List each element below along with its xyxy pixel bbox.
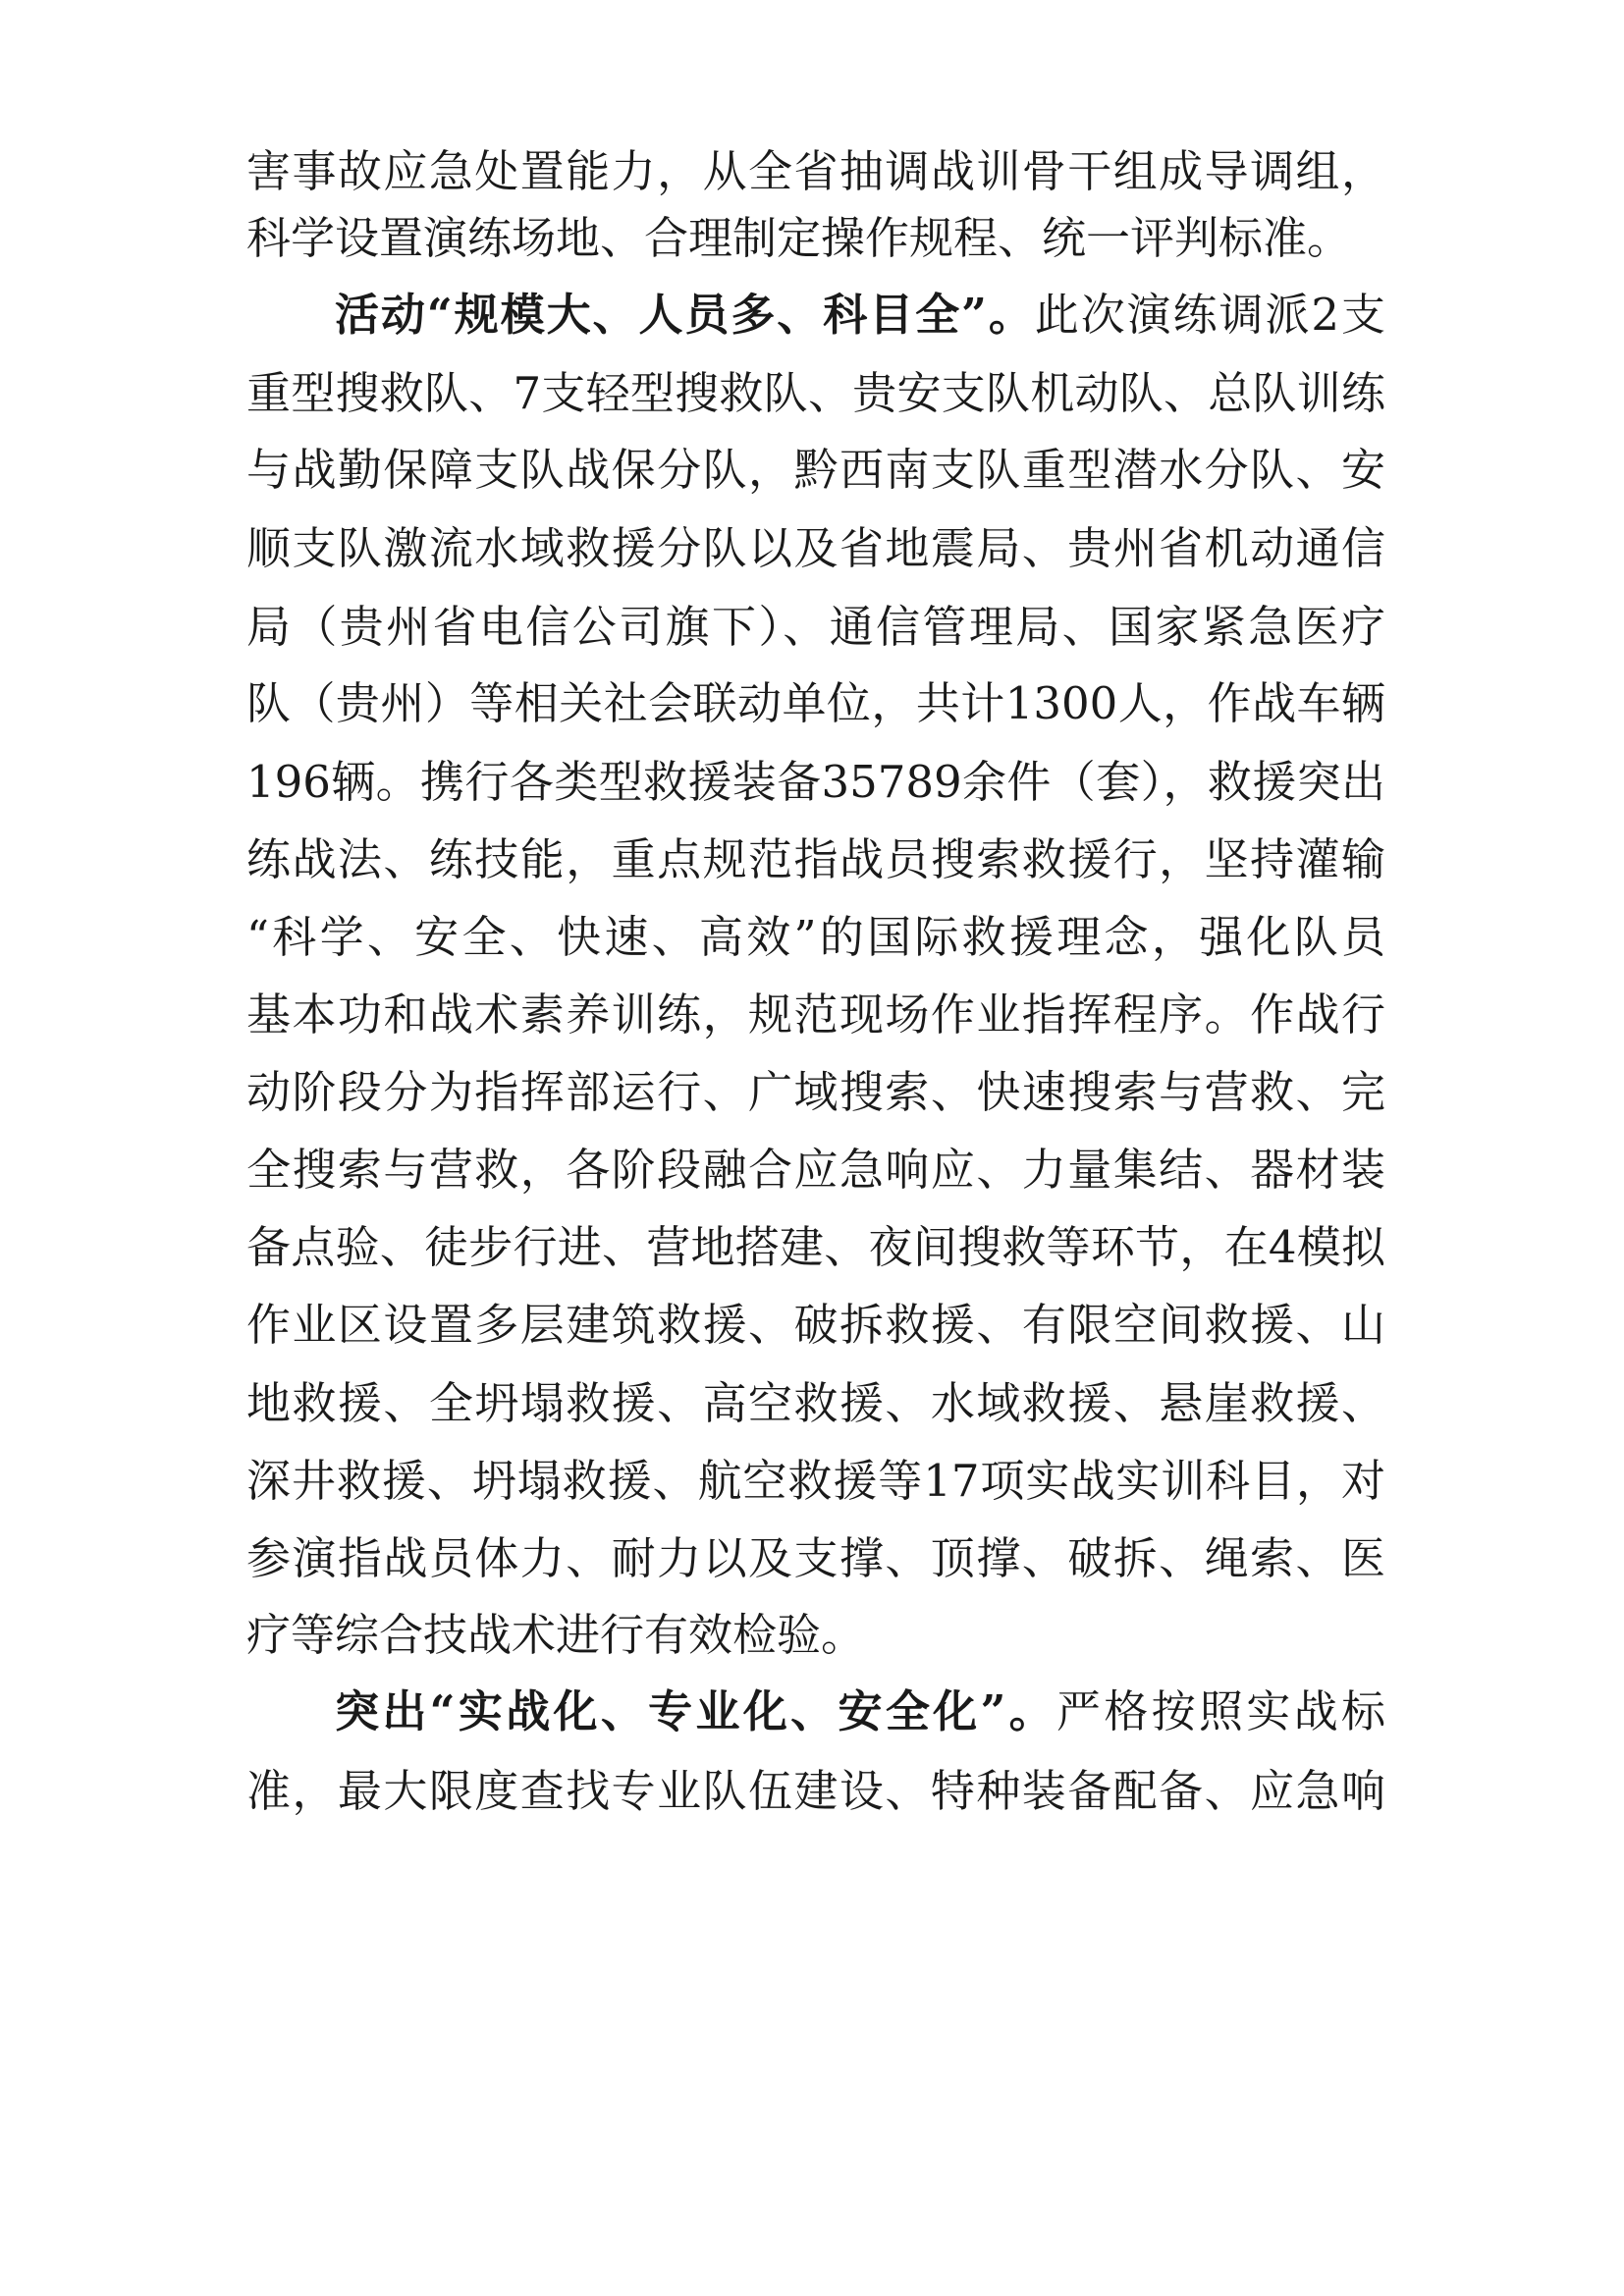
paragraph-line: “科学、安全、快速、高效”的国际救援理念，强化队员 (246, 911, 1385, 963)
paragraph-line: 准，最大限度查找专业队伍建设、特种装备配备、应急响 (246, 1765, 1385, 1817)
paragraph-line: 备点验、徒步行进、营地搭建、夜间搜救等环节，在4模拟 (246, 1221, 1385, 1273)
paragraph-line: 动阶段分为指挥部运行、广域搜索、快速搜索与营救、完 (246, 1066, 1385, 1118)
paragraph-line: 196辆。携行各类型救援装备35789余件（套），救援突出 (246, 756, 1385, 808)
paragraph-line: 局（贵州省电信公司旗下）、通信管理局、国家紧急医疗 (246, 601, 1385, 653)
paragraph-line: 顺支队激流水域救援分队以及省地震局、贵州省机动通信 (246, 522, 1385, 574)
paragraph-line: 作业区设置多层建筑救援、破拆救援、有限空间救援、山 (246, 1299, 1385, 1351)
paragraph-line: 地救援、全坍塌救援、高空救援、水域救援、悬崖救援、 (246, 1377, 1385, 1429)
paragraph-line: 队（贵州）等相关社会联动单位，共计1300人，作战车辆 (246, 677, 1385, 729)
paragraph-heading: 活动“规模大、人员多、科目全”。 (335, 289, 1035, 341)
paragraph-heading: 突出“实战化、专业化、安全化”。 (335, 1685, 1057, 1737)
paragraph-line: 重型搜救队、7支轻型搜救队、贵安支队机动队、总队训练 (246, 367, 1385, 419)
paragraph-text: 此次演练调派2支 (1034, 289, 1385, 341)
paragraph-line: 与战勤保障支队战保分队，黔西南支队重型潜水分队、安 (246, 444, 1385, 496)
paragraph-text: 严格按照实战标 (1056, 1685, 1385, 1737)
paragraph-line: 害事故应急处置能力，从全省抽调战训骨干组成导调组， (246, 145, 1385, 197)
paragraph-first-line (335, 286, 1385, 345)
paragraph-line: 参演指战员体力、耐力以及支撑、顶撑、破拆、绳索、医 (246, 1532, 1385, 1584)
paragraph-line: 练战法、练技能，重点规范指战员搜索救援行，坚持灌输 (246, 833, 1385, 885)
paragraph-line: 深井救援、坍塌救援、航空救援等17项实战实训科目，对 (246, 1455, 1385, 1507)
paragraph-line: 基本功和战术素养训练，规范现场作业指挥程序。作战行 (246, 988, 1385, 1041)
paragraph-line: 疗等综合技战术进行有效检验。 (246, 1609, 866, 1661)
paragraph-line: 科学设置演练场地、合理制定操作规程、统一评判标准。 (246, 212, 1352, 264)
paragraph-first-line (335, 1682, 1385, 1741)
paragraph-line: 全搜索与营救，各阶段融合应急响应、力量集结、器材装 (246, 1144, 1385, 1196)
